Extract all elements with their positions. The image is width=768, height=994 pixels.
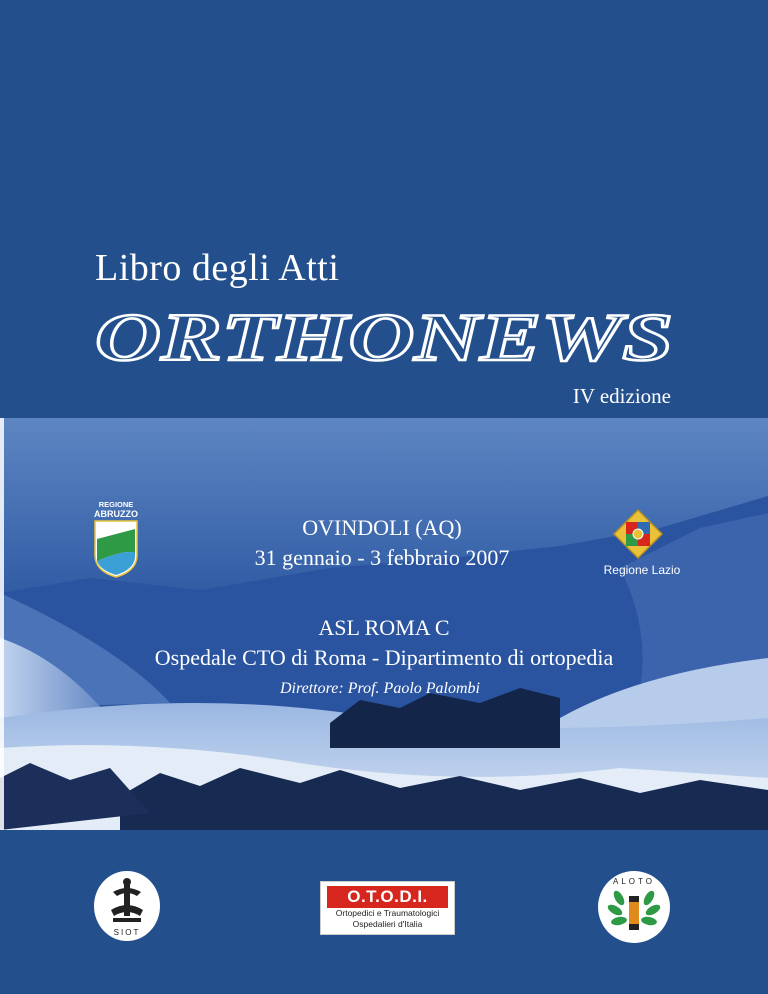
abruzzo-label-line1: REGIONE [98, 500, 134, 509]
hospital-department: Ospedale CTO di Roma - Dipartimento di ortopedia [154, 645, 614, 670]
otodi-subtitle-line2: Ospedalieri d'Italia [352, 919, 423, 929]
regione-lazio-label: Regione Lazio [603, 563, 681, 577]
organizer: ASL ROMA C [318, 615, 450, 640]
director: Direttore: Prof. Paolo Palombi [280, 680, 480, 697]
aloto-logo [597, 870, 671, 944]
edition-label: IV edizione [572, 384, 671, 408]
otodi-name: O.T.O.D.I. [327, 886, 448, 908]
regione-lazio-logo [612, 508, 664, 560]
book-title: Libro degli Atti [95, 247, 340, 289]
event-dates: 31 gennaio - 3 febbraio 2007 [254, 545, 510, 570]
event-location: OVINDOLI (AQ) [302, 515, 462, 540]
brand-logo [95, 300, 675, 370]
otodi-logo [320, 881, 455, 935]
siot-label: SIOT [113, 928, 141, 937]
brand-wordmark: ORTHONEWS [95, 300, 673, 370]
abruzzo-label-line2: ABRUZZO [94, 509, 138, 519]
otodi-subtitle-line1: Ortopedici e Traumatologici [335, 908, 440, 918]
aloto-label: ALOTO [613, 877, 655, 886]
siot-logo [93, 870, 161, 942]
